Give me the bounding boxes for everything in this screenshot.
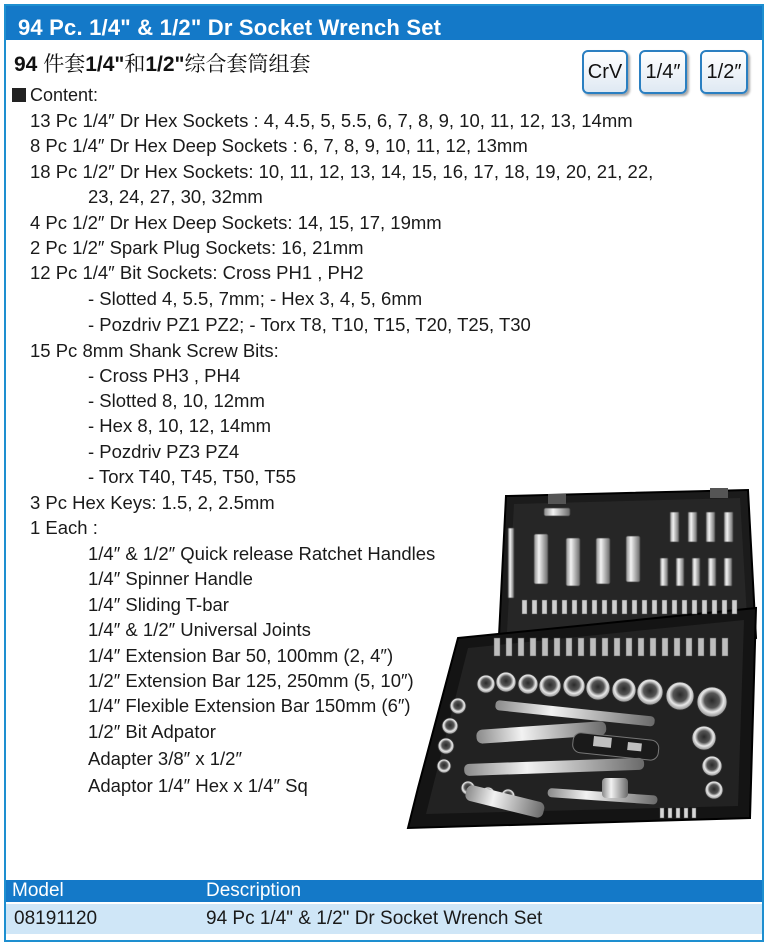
table-header: [6, 880, 762, 902]
badge-half-inch: 1/2″: [700, 50, 748, 94]
content-line: 1/4″ Flexible Extension Bar 150mm (6″): [88, 695, 411, 716]
content-line: - Torx T40, T45, T50, T55: [88, 466, 297, 487]
content-line: 2 Pc 1/2″ Spark Plug Sockets: 16, 21mm: [30, 237, 364, 258]
content-line: Adapter 3/8″ x 1/2″: [88, 748, 242, 769]
content-line: 1/2″ Bit Adpator: [88, 721, 216, 742]
content-line: 23, 24, 27, 30, 32mm: [88, 186, 263, 207]
chinese-subtitle: [14, 48, 311, 78]
model-description: 94 Pc 1/4" & 1/2" Dr Socket Wrench Set: [206, 908, 543, 929]
content-line: 8 Pc 1/4″ Dr Hex Deep Sockets : 6, 7, 8, 9, 10, 11, 12, 13mm: [30, 135, 528, 156]
badge-quarter-inch: 1/4″: [639, 50, 687, 94]
content-line: 1/2″ Extension Bar 125, 250mm (5, 10″): [88, 670, 414, 691]
content-line: 1/4″ Spinner Handle: [88, 568, 253, 589]
content-line: 1/4″ Extension Bar 50, 100mm (2, 4″): [88, 645, 394, 666]
content-line: 1/4″ & 1/2″ Universal Joints: [88, 619, 311, 640]
content-line: - Slotted 8, 10, 12mm: [88, 390, 265, 411]
content-line: 4 Pc 1/2″ Dr Hex Deep Sockets: 14, 15, 17, 19mm: [30, 212, 442, 233]
title-bar: [6, 6, 762, 40]
content-line: 3 Pc Hex Keys: 1.5, 2, 2.5mm: [30, 492, 275, 513]
model-number: 08191120: [14, 908, 98, 929]
subtitle-text-2: 和: [124, 53, 146, 76]
content-line: - Pozdriv PZ3 PZ4: [88, 441, 240, 462]
content-line: - Pozdriv PZ1 PZ2; - Torx T8, T10, T15, T20, T25, T30: [88, 314, 531, 335]
content-line: 15 Pc 8mm Shank Screw Bits:: [30, 340, 279, 361]
content-line: 1/4″ Sliding T-bar: [88, 594, 229, 615]
content-line: 1/4″ & 1/2″ Quick release Ratchet Handles: [88, 543, 436, 564]
content-line: Adaptor 1/4″ Hex x 1/4″ Sq: [88, 775, 308, 796]
subtitle-size-1: 1/4": [85, 53, 125, 76]
content-label: Content:: [30, 85, 99, 105]
subtitle-count: 94: [14, 53, 38, 76]
page-title: 94 Pc. 1/4" & 1/2" Dr Socket Wrench Set: [18, 15, 442, 40]
content-line: 12 Pc 1/4″ Bit Sockets: Cross PH1 , PH2: [30, 262, 364, 283]
column-header-description: Description: [206, 880, 302, 901]
column-header-model: Model: [12, 880, 64, 901]
content-line: - Hex 8, 10, 12, 14mm: [88, 415, 272, 436]
content-line: - Cross PH3 , PH4: [88, 365, 241, 386]
content-heading: [12, 85, 98, 106]
content-line: 13 Pc 1/4″ Dr Hex Sockets : 4, 4.5, 5, 5.5, 6, 7, 8, 9, 10, 11, 12, 13, 14mm: [30, 110, 633, 131]
content-line: 1 Each :: [30, 517, 98, 538]
subtitle-text-3: 综合套筒组套: [184, 53, 311, 76]
socket-set-case-image: [398, 488, 758, 838]
square-bullet-icon: [12, 88, 26, 102]
badge-crv: CrV: [582, 50, 628, 94]
subtitle-size-2: 1/2": [145, 53, 185, 76]
content-line: - Slotted 4, 5.5, 7mm; - Hex 3, 4, 5, 6mm: [88, 288, 423, 309]
table-row: [6, 904, 762, 934]
subtitle-text-1: 件套: [43, 53, 86, 76]
content-line: 18 Pc 1/2″ Dr Hex Sockets: 10, 11, 12, 13, 14, 15, 16, 17, 18, 19, 20, 21, 22,: [30, 161, 654, 182]
